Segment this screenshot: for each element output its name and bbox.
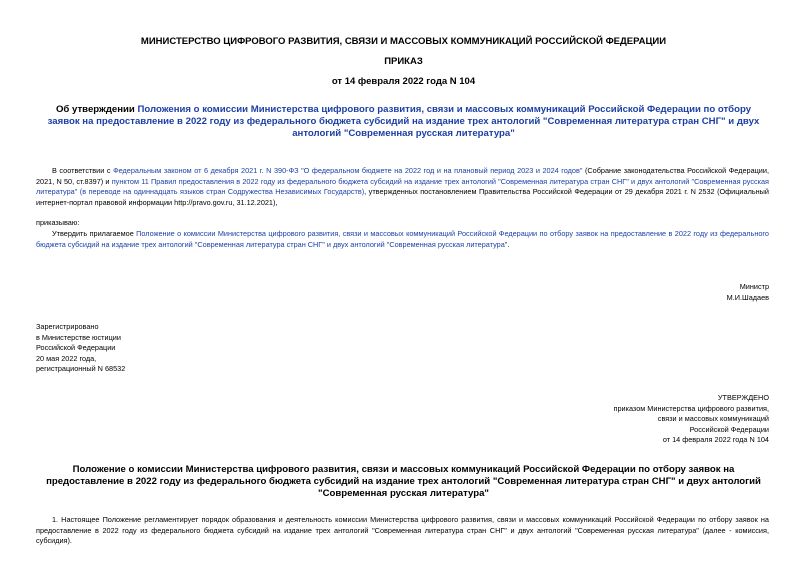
registration-line: Зарегистрировано — [36, 322, 99, 331]
regulation-link[interactable]: Положение о комиссии Министерства цифрового развития, связи и массовых коммуникаций Российской Федерации по отбору заявок на предоставление в 2022 году из федерального бюджета субсидий на издание трех антологий "Современная литература стран СНГ" и двух антологий "Современная русская литература" — [36, 229, 769, 249]
approval-line: приказом Министерства цифрового развития, — [613, 403, 769, 413]
order-paragraph — [36, 229, 769, 250]
approval-line: связи и массовых коммуникаций — [657, 414, 769, 423]
signature-position: Министр — [739, 282, 769, 291]
ministry-heading: МИНИСТЕРСТВО ЦИФРОВОГО РАЗВИТИЯ, СВЯЗИ И МАССОВЫХ КОММУНИКАЦИЙ РОССИЙСКОЙ ФЕДЕРАЦИИ — [140, 36, 667, 47]
approval-line: УТВЕРЖДЕНО — [717, 393, 769, 402]
rules-paragraph-link[interactable]: пунктом 11 Правил предоставления в 2022 году из федерального бюджета субсидий на издание трех антологий "Современная литература стран СНГ" и двух антологий "Современная русская литература" (в переводе на одиннадцать языков стран Содружества Независимых Государств) — [36, 176, 769, 196]
preamble-text-3: , утвержденных постановлением Правительства Российской Федерации от 29 декабря 2021 г. N 2532 (Официальный интернет-портал правовой информации http://pravo.gov.ru, 31.12.2021), — [36, 187, 769, 207]
order-title-prefix: Об утверждении — [55, 104, 138, 115]
order-text-1: Утвердить прилагаемое — [52, 229, 137, 238]
regulation-item-1: 1. Настоящее Положение регламентирует порядок образования и деятельность комиссии Министерства цифрового развития, связи и массовых коммуникаций Российской Федерации по отбору заявок на предоставление в 2022 году из федерального бюджета субсидий на издание трех антологий "Современная литература стран СНГ" и двух антологий "Современная русская литература" (далее - комиссия, субсидия). — [36, 515, 769, 545]
regulation-title: Положение о комиссии Министерства цифрового развития, связи и массовых коммуникаций Российской Федерации по отбору заявок на предоставление в 2022 году из федерального бюджета субсидий на издание трех антологий "Современная литература стран СНГ" и двух антологий "Современная русская литература" — [46, 464, 761, 499]
registration-line: в Министерстве юстиции — [36, 332, 121, 342]
approval-block — [469, 393, 769, 446]
order-date-number: от 14 февраля 2022 года N 104 — [331, 76, 476, 87]
regulation-title-link[interactable]: Положения о комиссии Министерства цифрового развития, связи и массовых коммуникаций Российской Федерации по отбору заявок на предоставление в 2022 году из федерального бюджета субсидий на издание трех антологий "Современная литература стран СНГ" и двух антологий "Современная русская литература" — [47, 104, 760, 139]
approval-line: от 14 февраля 2022 года N 104 — [662, 435, 769, 444]
federal-law-link[interactable]: Федеральным законом от 6 декабря 2021 г. N 390-ФЗ "О федеральном бюджете на 2022 год и на плановый период 2023 и 2024 годов" — [113, 166, 583, 175]
doc-type-heading: ПРИКАЗ — [384, 56, 423, 67]
preamble-text-1: В соответствии с — [52, 166, 114, 175]
order-title — [40, 104, 767, 140]
registration-line: Российской Федерации — [36, 343, 116, 352]
order-label: приказываю: — [36, 218, 80, 227]
registration-block — [36, 322, 336, 375]
registration-line: 20 мая 2022 года, — [36, 353, 97, 363]
approval-line: Российской Федерации — [689, 424, 769, 434]
signature-name: М.И.Шадаев — [726, 293, 769, 302]
preamble-text-2: (Собрание законодательства Российской Федерации, 2021, N 50, ст.8397) и — [36, 166, 769, 186]
registration-line: регистрационный N 68532 — [36, 364, 126, 373]
preamble-paragraph — [36, 166, 769, 208]
order-text-2: . — [507, 239, 510, 249]
